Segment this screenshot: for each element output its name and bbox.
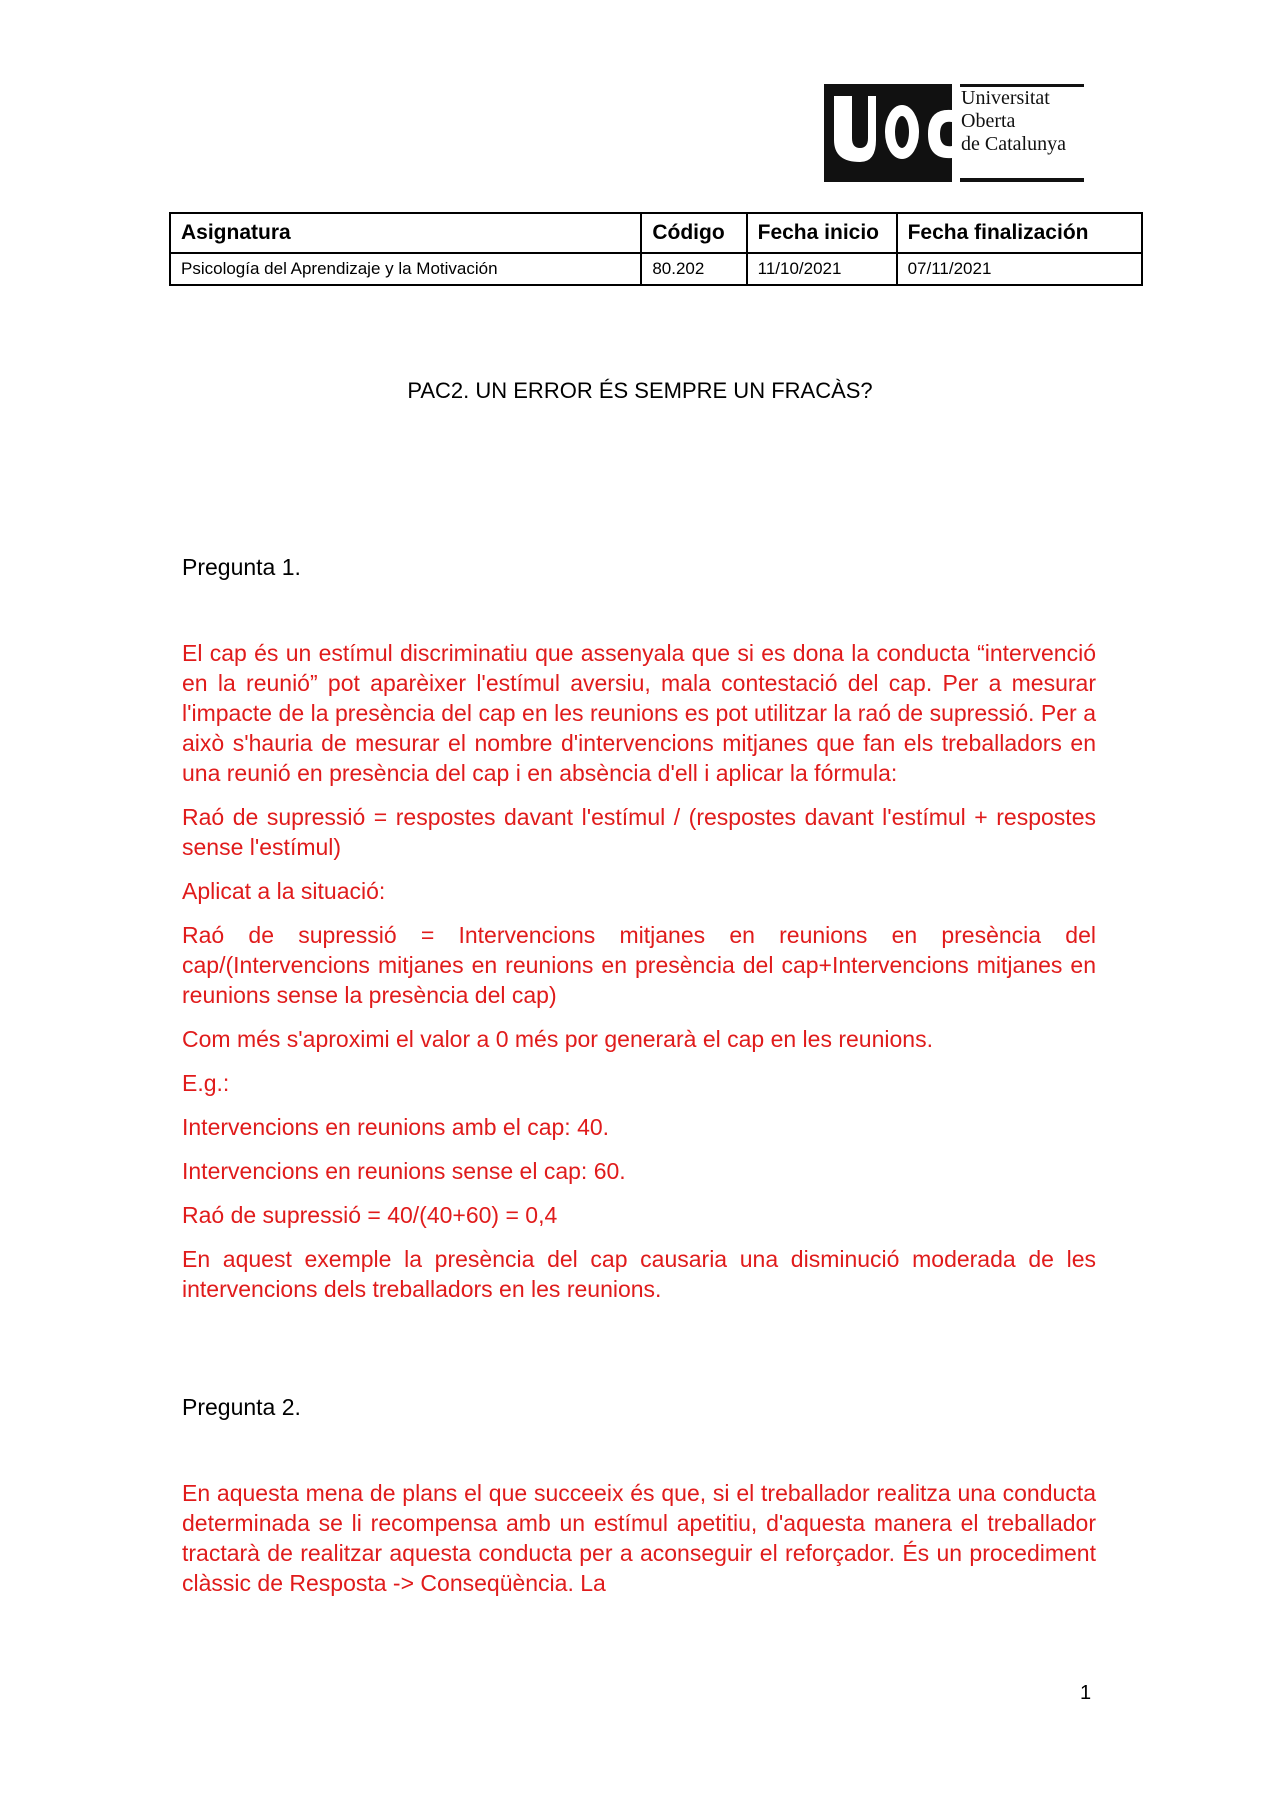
table-header-row [170, 213, 1142, 253]
answer-paragraph: El cap és un estímul discriminatiu que assenyala que si es dona la conducta “intervenció en la reunió” pot aparèixer l'estímul aversiu, mala contestació del cap. Per a mesurar l'impacte de la presència del cap en les reunions es pot utilitzar la raó de supressió. Per a això s'hauria de mesurar el nombre d'intervencions mitjanes que fan els treballadors en una reunió en presència del cap i en absència d'ell i aplicar la fórmula: [182, 640, 1096, 786]
uoc-logo [824, 84, 1084, 182]
header-codigo: Código [641, 213, 746, 253]
question-1-answer [182, 638, 1096, 1318]
header-fecha-inicio: Fecha inicio [747, 213, 897, 253]
header-fecha-finalizacion: Fecha finalización [897, 213, 1142, 253]
logo-line: Oberta [961, 110, 1016, 132]
table-row [170, 253, 1142, 285]
answer-paragraph: Raó de supressió = respostes davant l'estímul / (respostes davant l'estímul + respostes sense l'estímul) [182, 804, 1096, 860]
uoc-logo-mark [824, 84, 952, 182]
question-2-label: Pregunta 2. [182, 1394, 301, 1420]
answer-paragraph: Com més s'aproximi el valor a 0 més por generarà el cap en les reunions. [182, 1026, 933, 1052]
header-asignatura: Asignatura [170, 213, 641, 253]
logo-rule [960, 178, 1084, 182]
answer-paragraph: Intervencions en reunions amb el cap: 40. [182, 1114, 610, 1140]
answer-paragraph: Intervencions en reunions sense el cap: 60. [182, 1158, 626, 1184]
cell-fecha-inicio: 11/10/2021 [747, 253, 897, 285]
cell-codigo: 80.202 [641, 253, 746, 285]
logo-line: de Catalunya [961, 133, 1066, 155]
cell-fecha-finalizacion: 07/11/2021 [897, 253, 1142, 285]
cell-asignatura: Psicología del Aprendizaje y la Motivación [170, 253, 641, 285]
logo-wordmark [961, 87, 1066, 156]
question-1-label: Pregunta 1. [182, 554, 301, 580]
answer-paragraph: Aplicat a la situació: [182, 878, 386, 904]
course-info-table [169, 212, 1143, 286]
answer-paragraph: Raó de supressió = 40/(40+60) = 0,4 [182, 1202, 558, 1228]
answer-paragraph: E.g.: [182, 1070, 230, 1096]
page-number: 1 [1080, 1682, 1092, 1704]
document-title: PAC2. UN ERROR ÉS SEMPRE UN FRACÀS? [407, 378, 873, 403]
answer-paragraph: Raó de supressió = Intervencions mitjanes en reunions en presència del cap/(Intervencions mitjanes en reunions en presència del cap+Intervencions mitjanes en reunions sense la presència del cap) [182, 922, 1096, 1008]
answer-paragraph: En aquest exemple la presència del cap causaria una disminució moderada de les intervencions dels treballadors en les reunions. [182, 1246, 1096, 1302]
logo-line: Universitat [961, 87, 1050, 109]
question-2-answer [182, 1478, 1096, 1612]
answer-paragraph: En aquesta mena de plans el que succeeix és que, si el treballador realitza una conducta determinada se li recompensa amb un estímul apetitiu, d'aquesta manera el treballador tractarà de realitzar aquesta conducta per a aconseguir el reforçador. És un procediment clàssic de Resposta -> Conseqüència. La [182, 1480, 1096, 1596]
